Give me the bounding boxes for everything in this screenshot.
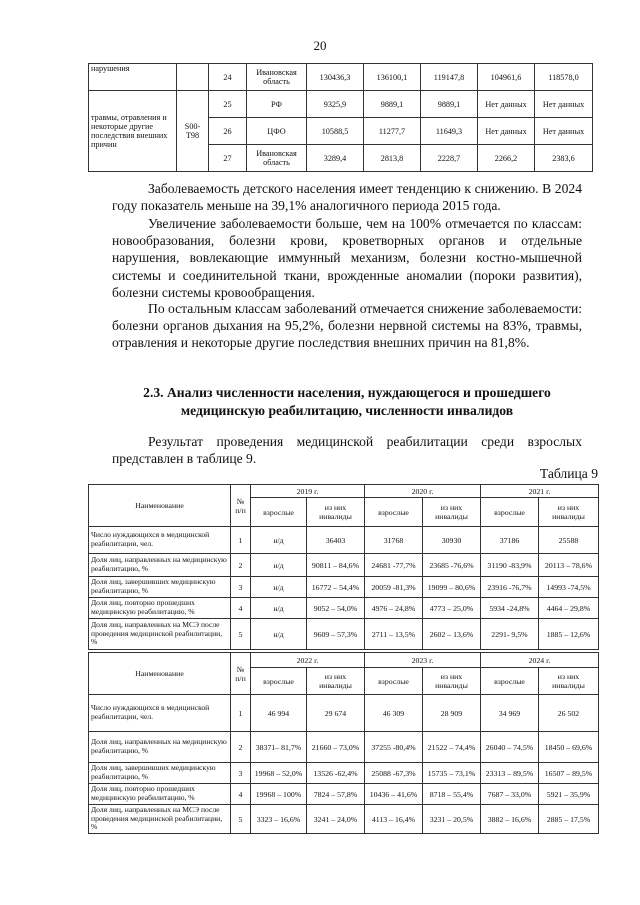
table-row (89, 784, 599, 805)
region: Ивановская область (247, 145, 307, 172)
value-cell: 5921 – 35,9% (539, 784, 599, 805)
value-cell: 46 309 (365, 695, 423, 732)
table-header-row (89, 485, 599, 498)
value-cell: 46 994 (251, 695, 307, 732)
value-cell: 20113 – 78,6% (539, 554, 599, 577)
value-cell: 2813,8 (364, 145, 421, 172)
value-cell: 2266,2 (478, 145, 535, 172)
paragraph (112, 300, 582, 352)
value-cell: Нет данных (535, 118, 593, 145)
table-row (89, 695, 599, 732)
subheader-adults: взрослые (365, 498, 423, 527)
table-row (89, 91, 593, 118)
column-header-number: № п/п (231, 653, 251, 695)
year-header: 2021 г. (481, 485, 599, 498)
value-cell: 3289,4 (307, 145, 364, 172)
table-row (89, 577, 599, 598)
row-number: 1 (231, 527, 251, 554)
value-cell: 4464 – 29,8% (539, 598, 599, 619)
row-label: Число нуждающихся в медицинской реабилитации, чел. (89, 527, 231, 554)
table-row (89, 763, 599, 784)
value-cell: 16772 – 54,4% (307, 577, 365, 598)
value-cell: 13526 -62,4% (307, 763, 365, 784)
year-header: 2022 г. (251, 653, 365, 668)
class-label: нарушения (89, 64, 177, 91)
class-code: S00-T98 (177, 91, 209, 172)
class-label: травмы, отравления и некоторые другие последствия внешних причин (89, 91, 177, 172)
value-cell: 2602 – 13,6% (423, 619, 481, 650)
value-cell: 29 674 (307, 695, 365, 732)
column-header-name: Наименование (89, 653, 231, 695)
value-cell: 24681 -77,7% (365, 554, 423, 577)
value-cell: 2291- 9,5% (481, 619, 539, 650)
paragraph-text: По остальным классам заболеваний отмечается снижение заболеваемости: болезни органов дыхания на 95,2%, болезни нервной системы на 83%, травмы, отравления и некоторые другие последствия внешних причин на 81,8%. (112, 301, 582, 351)
table-row (89, 732, 599, 763)
row-number: 25 (209, 91, 247, 118)
value-cell: 23916 -76,7% (481, 577, 539, 598)
value-cell: н/д (251, 554, 307, 577)
subheader-disabled: из них инвалиды (307, 498, 365, 527)
value-cell: 118578,0 (535, 64, 593, 91)
table-row (89, 64, 593, 91)
value-cell: 9889,1 (421, 91, 478, 118)
value-cell: 30930 (423, 527, 481, 554)
year-header: 2024 г. (481, 653, 599, 668)
paragraph-text: Результат проведения медицинской реабилитации среди взрослых представлен в таблице 9. (112, 434, 582, 467)
value-cell: 31190 -83,9% (481, 554, 539, 577)
subheader-disabled: из них инвалиды (539, 498, 599, 527)
subheader-adults: взрослые (251, 498, 307, 527)
value-cell: Нет данных (478, 118, 535, 145)
region: Ивановская область (247, 64, 307, 91)
subheader-adults: взрослые (365, 668, 423, 695)
value-cell: 28 909 (423, 695, 481, 732)
paragraph-text: Заболеваемость детского населения имеет тенденцию к снижению. В 2024 году показатель меньше на 39,1% аналогичного периода 2015 года. (112, 181, 582, 214)
row-number: 5 (231, 805, 251, 834)
class-code (177, 64, 209, 91)
region: РФ (247, 91, 307, 118)
value-cell: н/д (251, 619, 307, 650)
year-header: 2020 г. (365, 485, 481, 498)
value-cell: 25588 (539, 527, 599, 554)
value-cell: 2885 – 17,5% (539, 805, 599, 834)
table-row (89, 554, 599, 577)
section-heading: 2.3. Анализ численности населения, нуждающегося и прошедшего медицинскую реабилитацию, численности инвалидов (143, 385, 551, 418)
row-label: Доля лиц, повторно прошедших медицинскую реабилитацию, % (89, 598, 231, 619)
row-number: 2 (231, 554, 251, 577)
paragraph (112, 180, 582, 214)
value-cell: 19968 – 100% (251, 784, 307, 805)
row-label: Доля лиц, направленных на МСЭ после проведения медицинской реабилитации, % (89, 619, 231, 650)
value-cell: 119147,8 (421, 64, 478, 91)
value-cell: Нет данных (535, 91, 593, 118)
row-label: Доля лиц, направленных на медицинскую реабилитацию, % (89, 732, 231, 763)
page-number: 20 (313, 38, 327, 53)
value-cell: 3241 – 24,0% (307, 805, 365, 834)
value-cell: 23313 – 89,5% (481, 763, 539, 784)
row-label: Доля лиц, завершивших медицинскую реабилитацию, % (89, 577, 231, 598)
value-cell: 4976 – 24,8% (365, 598, 423, 619)
value-cell: 19968 – 52,0% (251, 763, 307, 784)
table-caption: Таблица 9 (539, 466, 598, 481)
row-number: 4 (231, 598, 251, 619)
row-label: Доля лиц, направленных на МСЭ после проведения медицинской реабилитации, % (89, 805, 231, 834)
morbidity-table-continuation (88, 63, 593, 172)
subheader-disabled: из них инвалиды (423, 498, 481, 527)
value-cell: 36403 (307, 527, 365, 554)
value-cell: 9052 – 54,0% (307, 598, 365, 619)
value-cell: 20059 -81,3% (365, 577, 423, 598)
value-cell: 136100,1 (364, 64, 421, 91)
value-cell: 7824 – 57,8% (307, 784, 365, 805)
value-cell: 9889,1 (364, 91, 421, 118)
value-cell: 7687 – 33,0% (481, 784, 539, 805)
value-cell: 26 502 (539, 695, 599, 732)
value-cell: 11649,3 (421, 118, 478, 145)
value-cell: 37186 (481, 527, 539, 554)
value-cell: 37255 -80,4% (365, 732, 423, 763)
column-header-name: Наименование (89, 485, 231, 527)
table-row (89, 805, 599, 834)
value-cell: 2228,7 (421, 145, 478, 172)
value-cell: 4773 – 25,0% (423, 598, 481, 619)
value-cell: 3882 – 16,6% (481, 805, 539, 834)
value-cell: 18450 – 69,6% (539, 732, 599, 763)
value-cell: 19099 – 80,6% (423, 577, 481, 598)
row-number: 1 (231, 695, 251, 732)
value-cell: Нет данных (478, 91, 535, 118)
value-cell: 130436,3 (307, 64, 364, 91)
column-header-number: № п/п (231, 485, 251, 527)
value-cell: 1885 – 12,6% (539, 619, 599, 650)
value-cell: 10588,5 (307, 118, 364, 145)
paragraph-text: Увеличение заболеваемости больше, чем на 100% отмечается по классам: новообразования, болезни крови, кроветворных органов и отдельные нарушения, вовлекающие иммунный механизм, болезни костно-мышечной системы и соединительной ткани, врожденные аномалии (пороки развития), болезни системы кровообращения. (112, 216, 582, 300)
value-cell: 8718 – 55,4% (423, 784, 481, 805)
value-cell: 3323 – 16,6% (251, 805, 307, 834)
row-number: 4 (231, 784, 251, 805)
year-header: 2023 г. (365, 653, 481, 668)
value-cell: 10436 – 41,6% (365, 784, 423, 805)
table-row (89, 527, 599, 554)
value-cell: 38371– 81,7% (251, 732, 307, 763)
row-number: 24 (209, 64, 247, 91)
row-number: 26 (209, 118, 247, 145)
value-cell: 15735 – 73,1% (423, 763, 481, 784)
rehabilitation-table-2022-2024 (88, 652, 599, 834)
value-cell: 21660 – 73,0% (307, 732, 365, 763)
value-cell: 9609 – 57,3% (307, 619, 365, 650)
subheader-disabled: из них инвалиды (307, 668, 365, 695)
value-cell: 21522 – 74,4% (423, 732, 481, 763)
row-number: 3 (231, 577, 251, 598)
table-row (89, 619, 599, 650)
row-number: 5 (231, 619, 251, 650)
table-header-row (89, 653, 599, 668)
paragraph (112, 433, 582, 467)
value-cell: 2711 – 13,5% (365, 619, 423, 650)
region: ЦФО (247, 118, 307, 145)
rehabilitation-table-2019-2021 (88, 484, 599, 650)
subheader-disabled: из них инвалиды (423, 668, 481, 695)
value-cell: 104961,6 (478, 64, 535, 91)
value-cell: 34 969 (481, 695, 539, 732)
value-cell: 2383,6 (535, 145, 593, 172)
row-label: Доля лиц, завершивших медицинскую реабилитацию, % (89, 763, 231, 784)
value-cell: 5934 -24,8% (481, 598, 539, 619)
table-row (89, 598, 599, 619)
subheader-adults: взрослые (251, 668, 307, 695)
row-label: Доля лиц, направленных на медицинскую реабилитацию, % (89, 554, 231, 577)
value-cell: 9325,9 (307, 91, 364, 118)
row-number: 27 (209, 145, 247, 172)
value-cell: 3231 – 20,5% (423, 805, 481, 834)
row-label: Число нуждающихся в медицинской реабилитации, чел. (89, 695, 231, 732)
value-cell: 14993 -74,5% (539, 577, 599, 598)
row-number: 3 (231, 763, 251, 784)
value-cell: н/д (251, 527, 307, 554)
row-number: 2 (231, 732, 251, 763)
value-cell: н/д (251, 577, 307, 598)
subheader-adults: взрослые (481, 668, 539, 695)
value-cell: 31768 (365, 527, 423, 554)
value-cell: 16507 – 89,5% (539, 763, 599, 784)
row-label: Доля лиц, повторно прошедших медицинскую реабилитацию, % (89, 784, 231, 805)
year-header: 2019 г. (251, 485, 365, 498)
value-cell: 23685 -76,6% (423, 554, 481, 577)
value-cell: 25088 -67,3% (365, 763, 423, 784)
paragraph (112, 215, 582, 301)
value-cell: 26040 – 74,5% (481, 732, 539, 763)
value-cell: 11277,7 (364, 118, 421, 145)
value-cell: 4113 – 16,4% (365, 805, 423, 834)
value-cell: 90811 – 84,6% (307, 554, 365, 577)
subheader-adults: взрослые (481, 498, 539, 527)
subheader-disabled: из них инвалиды (539, 668, 599, 695)
value-cell: н/д (251, 598, 307, 619)
